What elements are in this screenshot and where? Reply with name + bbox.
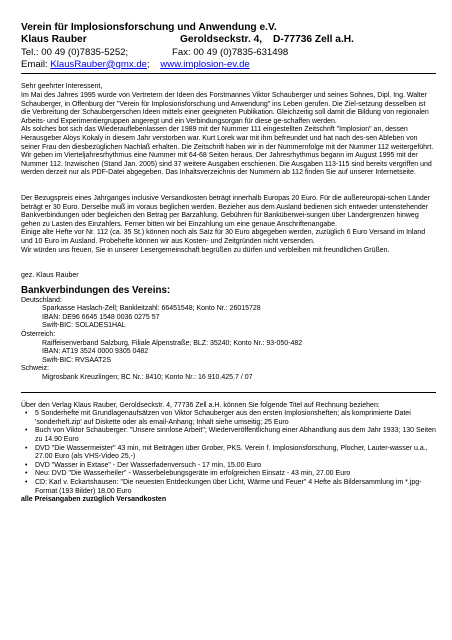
list-item: • Neu: DVD "Die Wasserheiler" - Wasserbelebungsgeräte im erfolgreichen Einsatz - 43 min, 27.00 Euro <box>21 470 436 479</box>
bank-details <box>21 297 436 383</box>
fax: Fax: 00 49 (0)7835-631498 <box>172 46 289 58</box>
bank-title: Bankverbindungen des Vereins: <box>21 284 171 296</box>
bank-name: Migrosbank Kreuzlingen; BC Nr.: 8410; Konto Nr.: 16 910.425.7 / 07 <box>42 374 253 382</box>
city: D-77736 Zell a.H. <box>273 34 354 46</box>
greeting: Sehr geehrter Interessent, <box>21 83 103 91</box>
list-item: • DVD "Die Wassermeister" 43 min, mit Beiträgen über Grober, PKS. Verein f. Implosionsforschung, Plocher, Lauter-wasser u.a., 27.00 Euro (als VHS-Video 25,-) <box>21 445 436 462</box>
contact-name: Klaus Rauber <box>21 34 87 46</box>
bullet-icon: • <box>25 470 28 478</box>
bank-name: Raiffeisenverband Salzburg, Filiale Alpenstraße; BLZ: 35240; Konto Nr.: 93-050-482 <box>42 339 303 347</box>
list-item: • 5 Sonderhefte mit Grundlagenaufsätzen von Viktor Schauberger aus den ersten Implosionsheften; als komprimierte Datei 'sonderheft.zip' auf Diskette oder als email-Anhang; Inhalt siehe umseitig; 25 Euro <box>21 410 436 427</box>
swift: Swift-BIC: SOLADES1HAL <box>42 322 126 330</box>
telephone: Tel.: 00 49 (0)7835-5252; <box>21 46 129 58</box>
letterhead <box>21 22 436 70</box>
paragraph: Einige alte Hefte vor Nr. 112 (ca. 35 St.) können noch als Satz für 30 Euro abgegeben werden, zuzüglich 6 Euro Versand im Inland und 10 Euro im Ausland. Probehefte können wir aus Kosten- und Zeitgründen nicht versenden. <box>21 229 426 245</box>
document-page <box>21 22 436 505</box>
website-link[interactable]: www.implosion-ev.de <box>160 58 250 70</box>
separator: ; <box>147 58 150 70</box>
country-label: Deutschland: <box>21 296 62 304</box>
list-item: • DVD "Wasser in Extase" - Der Wasserfadenversuch - 17 min, 15.00 Euro <box>21 462 436 471</box>
email-line <box>21 59 436 71</box>
email-label: Email: <box>21 58 48 70</box>
bullet-icon: • <box>25 427 28 435</box>
paragraph: Wir geben im Vierteljahresrhythmus eine Nummer mit 64-68 Seiten heraus. Der Jahresrhythmus begann im August 1995 mit der Nummer 112. Inzwischen (Stand Jan. 2005) sind 37 weitere Ausgaben erschienen. Die Ausgaben 113-115 sind bereits vergriffen und werden derzeit nur als PDF-Datei abgegeben. Das Inhaltsverzeichnis der Nummern ab 112 finden Sie auf unserer Internetseite. <box>21 152 432 177</box>
bullet-icon: • <box>25 478 28 486</box>
paragraph: Als solches bot sich das Wiederauflebenlassen der 1989 mit der Nummer 111 eingestellten Zeitschrift "Implosion" an, dessen Herausgeber Aloys Kokaly in diesem Jahr verstorben war. Kurt Lorek war mit ihm befreundet und hat nach des-sen Ableben von seiner Frau den diesbezüglichen Nachlaß erhalten. Die Zeitschrift haben wir in der Nummernfolge mit der Nummer 112 weitergeführt. <box>21 126 434 151</box>
signoff: gez. Klaus Rauber <box>21 272 79 280</box>
divider <box>21 392 436 393</box>
swift: Swift-BIC: RVSAAT2S <box>42 356 111 364</box>
paragraph: Im Mai des Jahres 1995 wurde von Vertretern der Ideen des Forstmannes Viktor Schauberger und seines Sohnes, Dipl. Ing. Walter Schauberger, in Offenburg der "Verein für Implosionsforschung und Anwendung" ins Leben gerufen. Die Ziel-setzung desselben ist die Verbreitung der Schaubergerschen Ideen mittels einer geeigneten Publikation. Gleichzeitig soll damit die Bildung von regionalen Arbeits- und Experimentiergruppen angeregt und ein Verbindungsorgan für diese ge-schaffen werden. <box>21 92 429 125</box>
order-section <box>21 402 436 505</box>
bank-section <box>21 285 436 383</box>
list-item: • Buch von Viktor Schauberger: "Unsere sinnlose Arbeit"; Wiederveröffentlichung einer Abhandlung aus dem Jahr 1933; 130 Seiten zu 14.90 Euro <box>21 427 436 444</box>
country-label: Schweiz: <box>21 365 50 373</box>
iban: IBAN: AT19 3524 0000 9305 0482 <box>42 348 149 356</box>
iban: IBAN: DE96 6645 1548 0036 0275 57 <box>42 313 160 321</box>
list-item: • CD: Karl v. Eckartshausen: "Die neuesten Entdeckungen über Licht, Wärme und Feuer" 4 Hefte als Bildersammlung im *.jpg-Format (193 Bilder) 18.00 Euro <box>21 479 436 496</box>
org-name: Verein für Implosionsforschung und Anwendung e.V. <box>21 22 277 33</box>
email-link[interactable]: KlausRauber@gmx.de <box>50 58 147 70</box>
bank-name: Sparkasse Haslach-Zell; Bankleitzahl: 66451548; Konto Nr.: 26015728 <box>42 305 261 313</box>
bullet-icon: • <box>25 410 28 418</box>
address-line <box>21 34 436 46</box>
bullet-icon: • <box>25 461 28 469</box>
street: Geroldseckstr. 4, <box>180 34 263 46</box>
paragraph: Der Bezugspreis eines Jahrganges inclusive Versandkosten beträgt innerhalb Europas 20 Euro. Für die außereuropäi-schen Länder beträgt er 30 Euro. Derselbe muß im voraus beglichen werden. Bezieher aus dem Ausland bedienen sich entweder untenstehender Bankverbindungen oder begleichen den Betrag per Barzahlung. Gebühren für Banküberwei-sungen über Ländergrenzen hinweg gehen zu Lasten des Einzahlers. Ferner bitten wir bei Einzahlung um eine genaue Anschriftenangabe. <box>21 194 430 228</box>
order-intro: Über den Verlag Klaus Rauber, Geroldseckstr. 4, 77736 Zell a.H. können Sie folgende Titel auf Rechnung beziehen: <box>21 401 380 409</box>
paragraph: Wir würden uns freuen, Sie in unserer Lesergemeinschaft begrüßen zu dürfen und verbleiben mit freundlichen Grüßen. <box>21 246 390 254</box>
country-label: Österreich: <box>21 331 56 339</box>
order-list <box>21 410 436 496</box>
letter-body <box>21 83 436 280</box>
divider <box>21 73 436 74</box>
phone-line <box>21 47 436 59</box>
price-note: alle Preisangaben zuzüglich Versandkosten <box>21 496 167 504</box>
bullet-icon: • <box>25 444 28 452</box>
